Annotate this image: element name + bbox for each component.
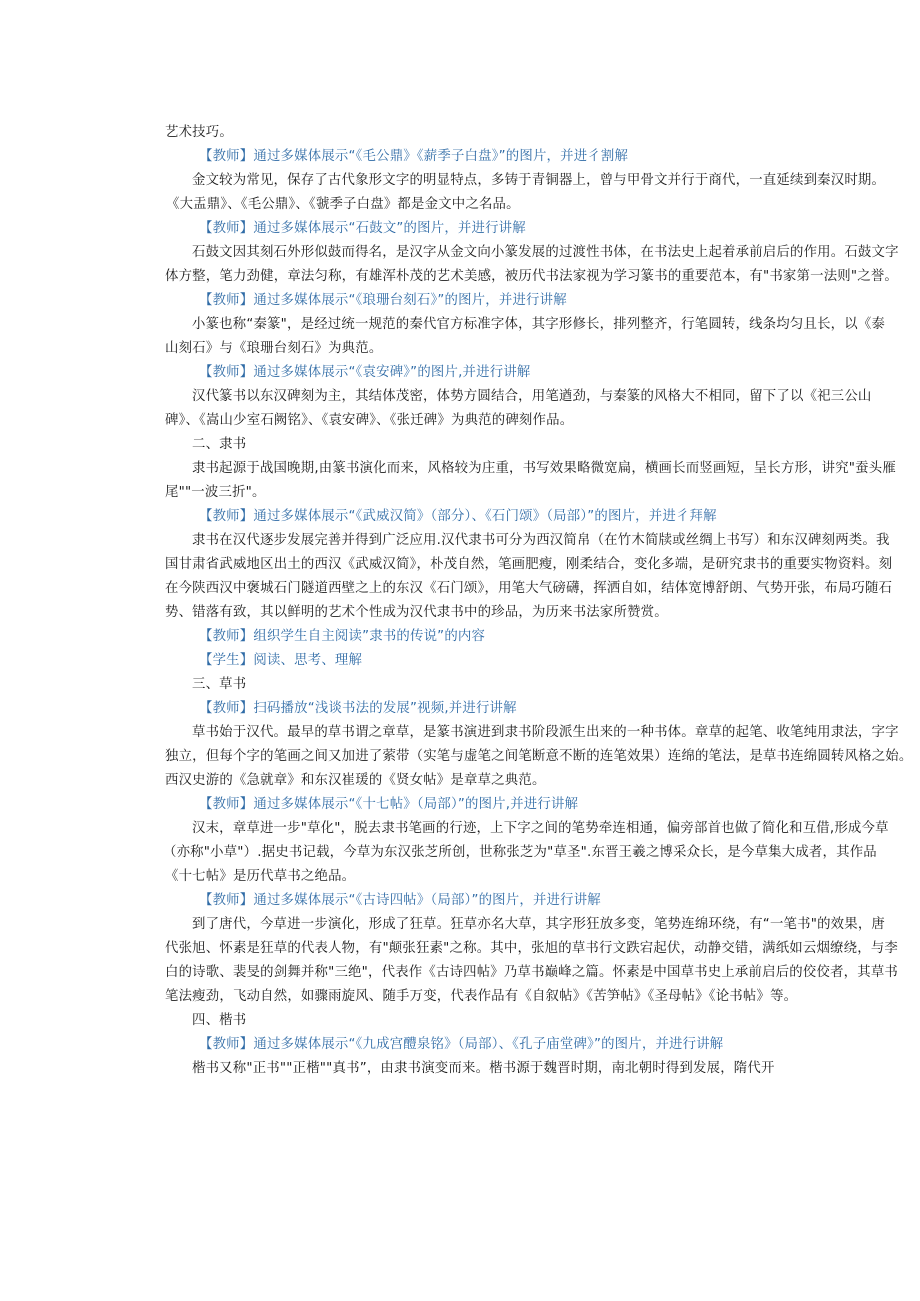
text-line: 西汉史游的《急就章》和东汉崔瑗的《贤女帖》是章草之典范。	[165, 773, 546, 788]
teacher-instruction: 【教师】通过多媒体展示“《十七帖》（局部）”的图片,并进行讲解	[199, 797, 579, 812]
text-line: （亦称"小草"）.据史书记载，今草为东汉张芝所创，世称张芝为"草圣".东晋王羲之博采众长，是今草集大成者，其作品	[163, 845, 877, 860]
teacher-instruction: 【教师】通过多媒体展示“《袁安碑》”的图片,并进行讲解	[199, 365, 531, 380]
teacher-instruction: 【教师】通过多媒体展示“《毛公鼎》《薪季子白盘》”的图片，并进彳割解	[199, 149, 629, 164]
text-line: 尾""一波三折"。	[165, 485, 266, 500]
text-line: 笔法瘦劲，飞动自然，如骤雨旋风、随手万变，代表作品有《自叙帖》《苦笋帖》《圣母帖》《论书帖》等。	[165, 989, 798, 1004]
text-line: 体方整，笔力劲健，章法匀称，有雄浑朴茂的艺术美感，被历代书法家视为学习篆书的重要范本，有"书家第一法则"之誉。	[165, 269, 899, 284]
text-line: 独立，但每个字的笔画之间又加进了萦带（实笔与虚笔之间笔断意不断的连笔效果）连绵的笔法，是草书连绵圆转风格之始。	[165, 749, 913, 764]
student-instruction: 【学生】阅读、思考、理解	[199, 653, 363, 668]
paragraph-first-line: 楷书又称"正书""正楷""真书”，由隶书演变而来。楷书源于魏晋时期，南北朝时得到发展，隋代开	[192, 1061, 775, 1076]
text-line: 国甘肃省武威地区出土的西汉《武威汉简》，朴茂自然，笔画肥瘦，刚柔结合，变化多端，是研究隶书的重要实物资料。刻	[165, 557, 893, 572]
text-line: 《大盂鼎》、《毛公鼎》、《虢季子白盘》都是金文中之名品。	[166, 197, 520, 212]
paragraph-first-line: 汉代篆书以东汉碑刻为主，其结体茂密，体势方圆结合，用笔遒劲，与秦篆的风格大不相同，留下了以《祀三公山	[192, 389, 872, 404]
section-heading: 四、楷书	[192, 1013, 247, 1028]
section-heading: 二、隶书	[192, 437, 247, 452]
text-line: 白的诗歌、裴旻的剑舞并称"三绝"，代表作《古诗四帖》乃草书巅峰之篇。怀素是中国草书史上承前启后的佼佼者，其草书	[165, 965, 899, 980]
teacher-instruction: 【教师】通过多媒体展示“《琅珊台刻石》”的图片，并进行讲解	[199, 293, 567, 308]
text-line: 在今陕西汉中褒城石门隧道西壁之上的东汉《石门颂》，用笔大气磅礴，挥洒自如，结体宽博舒朗、气势开张，布局巧随石	[165, 581, 893, 596]
text-line: 碑》、《嵩山少室石阙铭》、《袁安碑》、《张迁碑》为典范的碑刻作品。	[165, 413, 574, 428]
text-line: 代张旭、怀素是狂草的代表人物，有"颠张狂素"之称。其中，张旭的草书行文跌宕起伏，动静交错，满纸如云烟缭绕，与李	[165, 941, 899, 956]
teacher-instruction: 【教师】通过多媒体展示“《古诗四帖》（局部）”的图片，并进行讲解	[199, 893, 601, 908]
paragraph-first-line: 隶书起源于战国晚期,由篆书演化而来，风格较为庄重，书写效果略微宽扁，横画长而竖画短，呈长方形，讲究"蚕头雁	[192, 461, 896, 476]
section-heading: 三、草书	[192, 677, 247, 692]
text-line: 山刻石》与《琅珊台刻石》为典范。	[165, 341, 383, 356]
teacher-instruction: 【教师】扫码播放“浅谈书法的发展”视频,并进行讲解	[199, 701, 517, 716]
paragraph-first-line: 小篆也称“秦篆"，是经过统一规范的秦代官方标准字体，其字形修长，排列整齐，行笔圆转，线条均匀且长，以《泰	[192, 317, 886, 332]
paragraph-first-line: 隶书在汉代逐步发展完善并得到广泛应用.汉代隶书可分为西汉简帛（在竹木简牍或丝绸上书写）和东汉碑刻两类。我	[192, 533, 890, 548]
text-line: 《十七帖》是历代草书之绝品。	[165, 869, 356, 884]
paragraph-first-line: 石鼓文因其刻石外形似鼓而得名，是汉字从金文向小篆发展的过渡性书体，在书法史上起着承前启后的作用。石鼓文字	[192, 245, 899, 260]
teacher-instruction: 【教师】通过多媒体展示“《武威汉简》（部分）、《石门颂》（局部）”的图片，并进彳拜解	[199, 509, 717, 524]
text-line: 艺术技巧。	[165, 125, 233, 140]
teacher-instruction: 【教师】通过多媒体展示“石鼓文”的图片，并进行讲解	[199, 221, 526, 236]
teacher-instruction: 【教师】组织学生自主阅读”隶书的传说”的内容	[199, 629, 486, 644]
paragraph-first-line: 到了唐代，今草进一步演化，形成了狂草。狂草亦名大草，其字形狂放多变，笔势连绵环绕，有“一笔书"的效果，唐	[192, 917, 886, 932]
paragraph-first-line: 汉末，章草进一步"草化"，脱去隶书笔画的行迹，上下字之间的笔势牵连相通，偏旁部首也做了简化和互借,形成今草	[192, 821, 889, 836]
paragraph-first-line: 金文较为常见，保存了古代象形文字的明显特点，多铸于青铜器上，曾与甲骨文并行于商代，一直延续到秦汉时期。	[192, 173, 886, 188]
teacher-instruction: 【教师】通过多媒体展示“《九成宫醴泉铭》（局部）、《孔子庙堂碑》”的图片，并进行讲解	[199, 1037, 724, 1052]
text-line: 势、错落有致，其以鲜明的艺术个性成为汉代隶书中的珍品，为历来书法家所赞赏。	[165, 605, 668, 620]
paragraph-first-line: 草书始于汉代。最早的草书谓之章草，是篆书演进到隶书阶段派生出来的一种书体。章草的起笔、收笔纯用隶法，字字	[192, 725, 899, 740]
